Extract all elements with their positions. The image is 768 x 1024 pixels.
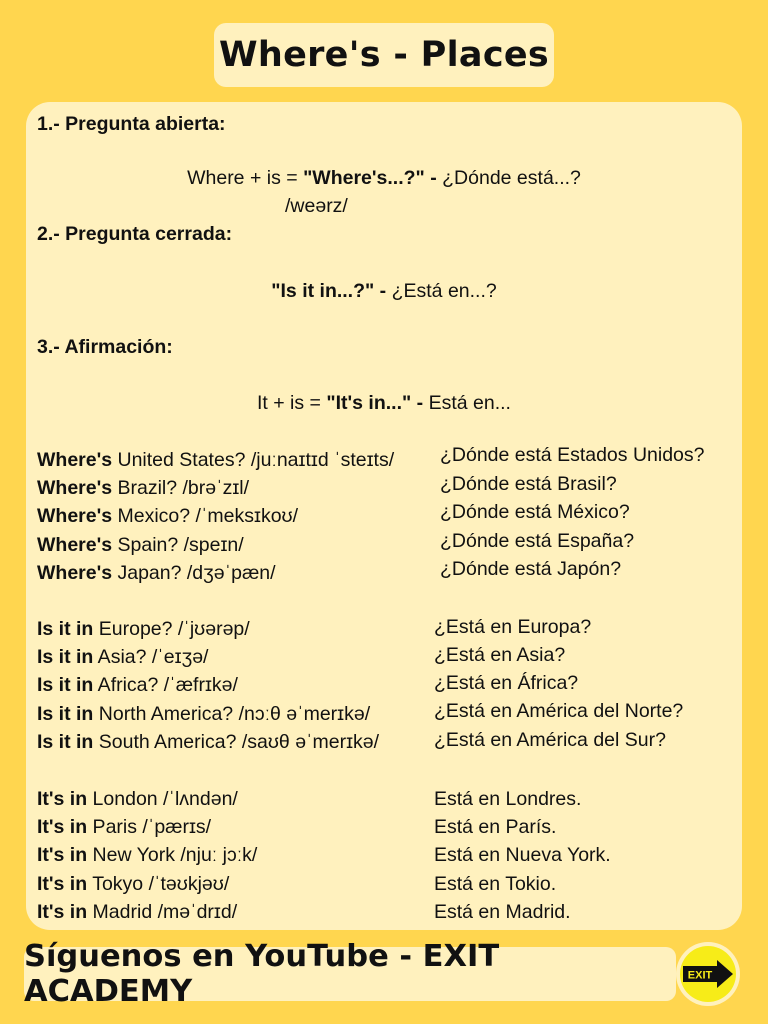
example-translation: ¿Está en Europa? [434, 616, 592, 638]
content-card [26, 102, 742, 930]
phonetic-wheres: /weərz/ [285, 195, 348, 217]
footer-banner [24, 939, 676, 1009]
example-translation: ¿Dónde está Japón? [440, 558, 622, 580]
example-translation: ¿Está en América del Norte? [434, 700, 684, 722]
example-translation: Está en Nueva York. [434, 844, 611, 866]
example-translation: Está en Madrid. [434, 901, 571, 923]
example-row: Is it in Africa? /ˈæfrɪkə/ [37, 674, 238, 696]
example-row: Is it in North America? /nɔːθ əˈmerɪkə/ [37, 703, 371, 725]
example-row: It's in Tokyo /ˈtəʊkjəʊ/ [37, 873, 230, 895]
formula-wheres: Where + is = "Where's...?" - ¿Dónde está...? [187, 167, 581, 189]
example-translation: ¿Está en América del Sur? [434, 729, 666, 751]
page-title: Where's - Places [218, 35, 550, 75]
example-translation: ¿Está en Asia? [434, 644, 566, 666]
example-translation: ¿Dónde está Brasil? [440, 473, 617, 495]
formula-is-it-in: "Is it in...?" - ¿Está en...? [271, 280, 497, 302]
section-heading-closed-question: 2.- Pregunta cerrada: [37, 223, 233, 245]
example-row: Where's United States? /juːnaɪtɪd ˈsteɪts/ [37, 449, 395, 471]
exit-arrow-icon [681, 959, 735, 989]
example-row: Is it in Europe? /ˈjʊərəp/ [37, 618, 250, 640]
example-translation: ¿Dónde está México? [440, 501, 630, 523]
example-translation: ¿Dónde está Estados Unidos? [440, 444, 705, 466]
example-row: Is it in South America? /saʊθ əˈmerɪkə/ [37, 731, 380, 753]
example-row: It's in New York /njuː jɔːk/ [37, 844, 258, 866]
example-row: Where's Japan? /dʒəˈpæn/ [37, 562, 276, 584]
example-row: Where's Spain? /speɪn/ [37, 534, 244, 556]
example-translation: Está en Londres. [434, 788, 582, 810]
example-translation: Está en Tokio. [434, 873, 557, 895]
title-box [214, 23, 554, 87]
example-row: Where's Mexico? /ˈmeksɪkoʊ/ [37, 505, 299, 527]
example-row: Is it in Asia? /ˈeɪʒə/ [37, 646, 209, 668]
section-heading-open-question: 1.- Pregunta abierta: [37, 113, 226, 135]
example-row: It's in Paris /ˈpærɪs/ [37, 816, 212, 838]
exit-logo-circle [680, 946, 736, 1002]
example-translation: Está en París. [434, 816, 557, 838]
footer-text: Síguenos en YouTube - EXIT ACADEMY [24, 939, 500, 1009]
exit-academy-logo [676, 942, 740, 1006]
example-row: It's in Madrid /məˈdrɪd/ [37, 901, 238, 923]
example-row: It's in London /ˈlʌndən/ [37, 788, 238, 810]
formula-its-in: It + is = "It's in..." - Está en... [257, 392, 511, 414]
exit-logo-text: EXIT [687, 969, 713, 982]
example-row: Where's Brazil? /brəˈzɪl/ [37, 477, 250, 499]
example-translation: ¿Está en África? [434, 672, 579, 694]
example-translation: ¿Dónde está España? [440, 530, 635, 552]
section-heading-affirmation: 3.- Afirmación: [37, 336, 173, 358]
